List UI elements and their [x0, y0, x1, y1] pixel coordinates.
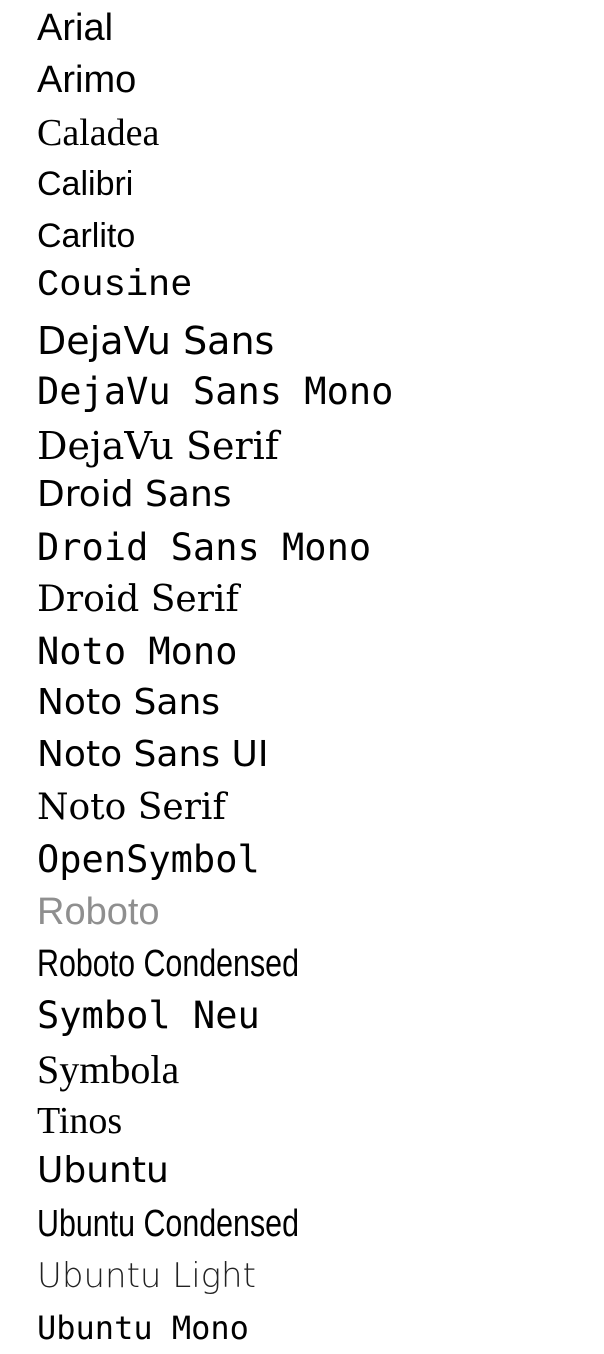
font-specimen-row-opensymbol	[37, 832, 604, 884]
font-name-label: Noto Sans	[37, 682, 221, 723]
font-name-label: Caladea	[37, 112, 160, 155]
font-specimen-row-droid-sans	[37, 468, 604, 520]
font-specimen-row-droid-serif	[37, 572, 604, 624]
font-name-label: DejaVu Serif	[37, 423, 279, 468]
font-name-label: Calibri	[37, 165, 134, 204]
font-specimen-row-symbola	[37, 1040, 604, 1092]
font-name-label: Droid Serif	[37, 579, 239, 620]
font-specimen-row-cousine	[37, 260, 604, 312]
font-specimen-row-ubuntu-condensed	[37, 1196, 604, 1248]
font-name-label: Ubuntu	[37, 1150, 169, 1191]
font-name-label: Noto Sans UI	[37, 734, 269, 775]
font-name-label: Ubuntu Light	[37, 1255, 256, 1296]
font-specimen-row-noto-sans-ui	[37, 728, 604, 780]
font-specimen-row-calibri	[37, 156, 604, 208]
font-name-label: Ubuntu Mono	[37, 1309, 249, 1347]
font-name-label: Noto Mono	[37, 629, 238, 673]
font-name-label: Cousine	[37, 265, 193, 307]
font-name-label: Symbol Neu	[37, 993, 260, 1037]
font-name-label: Arimo	[37, 58, 137, 101]
font-name-label: Noto Serif	[37, 787, 226, 828]
font-specimen-row-ubuntu	[37, 1144, 604, 1196]
font-specimen-row-noto-serif	[37, 780, 604, 832]
font-specimen-row-roboto	[37, 884, 604, 936]
font-specimen-row-droid-sans-mono	[37, 520, 604, 572]
font-specimen-row-roboto-condensed	[37, 936, 604, 988]
font-name-label: DejaVu Sans	[37, 318, 275, 363]
font-name-label: DejaVu Sans Mono	[37, 369, 394, 413]
font-name-label: Droid Sans Mono	[37, 525, 372, 569]
font-specimen-row-ubuntu-light	[37, 1248, 604, 1300]
font-name-label: Droid Sans	[37, 474, 232, 515]
font-specimen-row-caladea	[37, 104, 604, 156]
font-specimen-row-dejavu-serif	[37, 416, 604, 468]
font-specimen-row-arimo	[37, 52, 604, 104]
font-name-label: Arial	[37, 6, 114, 49]
font-specimen-row-noto-mono	[37, 624, 604, 676]
font-name-label: Symbola	[37, 1046, 180, 1092]
font-name-label: Roboto Condensed	[37, 942, 299, 985]
font-specimen-row-noto-sans	[37, 676, 604, 728]
font-name-label: OpenSymbol	[37, 837, 260, 881]
font-name-label: Carlito	[37, 217, 136, 256]
font-specimen-row-tinos	[37, 1092, 604, 1144]
font-name-label: Ubuntu Condensed	[37, 1202, 299, 1245]
font-specimen-row-arial	[37, 0, 604, 52]
font-specimen-row-dejavu-sans-mono	[37, 364, 604, 416]
font-name-label: Tinos	[37, 1100, 123, 1143]
font-specimen-row-carlito	[37, 208, 604, 260]
font-specimen-row-ubuntu-mono	[37, 1300, 604, 1352]
font-specimen-row-symbol-neu	[37, 988, 604, 1040]
font-name-label: Roboto	[37, 890, 160, 933]
font-specimen-row-dejavu-sans	[37, 312, 604, 364]
